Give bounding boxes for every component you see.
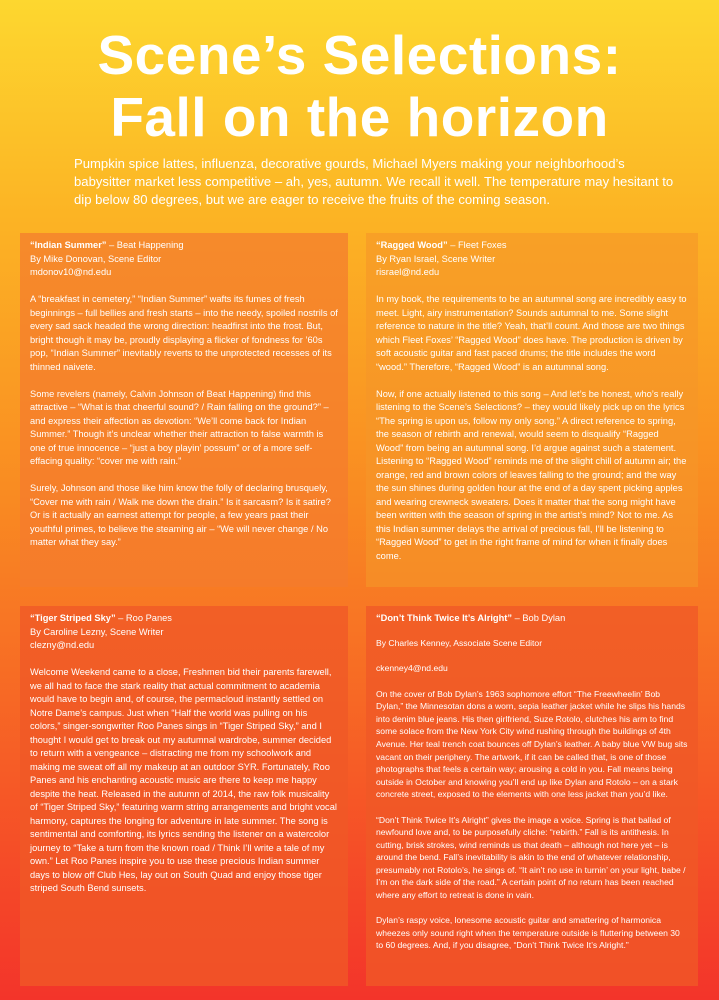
review-card-indian-summer: [20, 233, 348, 587]
byline: By Caroline Lezny, Scene Writer: [30, 626, 164, 637]
review-paragraph: A “breakfast in cemetery,” “Indian Summer” wafts its fumes of fresh beginnings – full bellies and fresh starts – into the needy, spoiled nostrils of every sad sack headed the wrong direction: headfirst into the frost. But, bright though it may be, proudly displaying a flicker of fondness for ’60s pop, “Indian Summer” inevitably reverts to the unprotected recesses of its thinned naivete.: [30, 294, 338, 372]
song-title: “Ragged Wood”: [376, 240, 448, 250]
byline: By Charles Kenney, Associate Scene Editor: [376, 638, 543, 649]
review-paragraph: Now, if one actually listened to this song – And let’s be honest, who’s really listening to the Scene’s Selections? – they would likely pick up on the lyrics “The spring is upon us, follow my only song.” A direct reference to spring, the season of rebirth and renewal, would seem to disqualify “Ragged Wood” from being an autumnal song. I’d argue against such a statement. Listening to “Ragged Wood” reminds me of the slight chill of autumn air; the orange, red and brown colors of leaves falling to the ground; and the way the sun shines during golden hour at the end of a day spent picking apples and wearing crewneck sweaters. Does it matter that the song might have been written with the season of spring in the artist’s mind? Not to me. As this Indian summer delays the arrival of precious fall, I’ll be listening to “Ragged Wood” to get in the right frame of mind for when it finally does come.: [376, 388, 687, 561]
review-heading: [30, 239, 338, 253]
author-email[interactable]: clezny@nd.edu: [30, 640, 95, 650]
byline: By Ryan Israel, Scene Writer: [376, 253, 496, 264]
song-title: “Tiger Striped Sky”: [30, 613, 116, 623]
review-paragraph: In my book, the requirements to be an autumnal song are incredibly easy to meet. Light, airy instrumentation? Sounds autumnal to me. Some slight reference to nature in the title? Yeah, that’ll count. And those are two things which Fleet Foxes’ “Ragged Wood” does have. The production is driven by soft acoustic guitar and fast paced drums; the title includes the word “wood.” Therefore, “Ragged Wood” is an autumnal song.: [376, 294, 687, 372]
title-line-1: Scene’s Selections:: [97, 24, 622, 86]
artist-name: – Bob Dylan: [512, 613, 566, 623]
byline: By Mike Donovan, Scene Editor: [30, 253, 162, 264]
artist-name: – Fleet Foxes: [447, 240, 507, 250]
page-title: [0, 24, 719, 148]
review-paragraph: Surely, Johnson and those like him know the folly of declaring brusquely, “Cover me with rain / Walk me down the drain.” Is it sarcasm? Is it satire? Or is it actually an earnest attempt for people, a few years past their youthful primes, to believe the steaming air – “We will never change / No matter what they say.”: [30, 483, 331, 547]
author-email[interactable]: risrael@nd.edu: [376, 267, 440, 277]
song-title: “Don’t Think Twice It’s Alright”: [376, 613, 513, 623]
review-heading: [376, 612, 688, 625]
review-card-dont-think-twice: [366, 606, 698, 986]
artist-name: – Beat Happening: [106, 240, 184, 250]
review-card-ragged-wood: [366, 233, 698, 587]
song-title: “Indian Summer”: [30, 240, 107, 250]
title-line-2: Fall on the horizon: [110, 86, 609, 148]
review-heading: [30, 612, 338, 626]
review-paragraph: Some revelers (namely, Calvin Johnson of Beat Happening) find this attractive – “What is that cheerful sound? / Rain falling on the ground?” – and express their affection as devotion: “We’ll come back for Indian Summer.” Though it’s unclear whether their attraction to false warmth is one of true innocence – “just a boy playin’ possum” or of a more self-effacing quality: “cover me with rain.”: [30, 388, 329, 466]
intro-paragraph: Pumpkin spice lattes, influenza, decorative gourds, Michael Myers making your neighborhood’s babysitter market less competitive – ah, yes, autumn. We recall it well. The temperature may hesitant to dip below 80 degrees, but we are eager to receive the fruits of the coming season.: [74, 156, 674, 207]
review-paragraph: Dylan’s raspy voice, lonesome acoustic guitar and smattering of harmonica wheezes only sound right when the temperature outside is fluttering between 30 to 60 degrees. And, if you disagree, “Don’t Think Twice It’s Alright.”: [376, 915, 680, 951]
review-paragraph: “Don’t Think Twice It’s Alright” gives the image a voice. Spring is that ballad of newfound love and, to be purposefully cliche: “rebirth.” Fall is its antithesis. In cutting, brisk strokes, wind reminds us that death – although not here yet – is around the bend. Fall’s inevitability is akin to the end of whatever relationship, presumably not Rotolo’s, he sings of. “It ain’t no use in turnin’ on your light, babe / I’m on the dark side of the road.” A certain point of no return has been reached where any effort to retreat is done in vain.: [376, 814, 686, 901]
author-email[interactable]: mdonov10@nd.edu: [30, 267, 112, 277]
review-paragraph: On the cover of Bob Dylan’s 1963 sophomore effort “The Freewheelin’ Bob Dylan,” the Minnesotan dons a worn, sepia leather jacket while he slips his hands into denim blue jeans. His then girlfriend, Suze Rotolo, clutches his arm to find some solace from the New York City wind rushing through the buildings of 4th Avenue. Her teal trench coat bounces off Dylan’s leather. A baby blue VW bug sits vacant on their periphery. The artwork, if it can be called that, is one of those photographs that feels a certain way; arousing a cold in you. Fall means being outside in October and knowing you’ll end up like Dylan and Rotolo – on a stark concrete street, exposed to the elements with one less jacket than you’d like.: [376, 688, 688, 800]
review-card-tiger-striped-sky: [20, 606, 348, 986]
review-paragraph: Welcome Weekend came to a close, Freshmen bid their parents farewell, we all had to face the stark reality that actual commitment to academia would have to begin and, of course, the permacloud instantly settled on Notre Dame’s campus. Just when “Half the world was pulling on his colors,” singer-songwriter Roo Panes sings in “Tiger Striped Sky,” and I thought I would get to break out my autumnal wardrobe, summer decided to return with a vengeance – distracting me from my schoolwork and making me sweat off all my makeup at an outdoor SYR. Fortunately, Roo Panes and his enchanting acoustic music are there to keep me happy despite the heat. Released in the autumn of 2014, the raw folk musicality of “Tiger Striped Sky,” featuring warm string arrangements and bright vocal harmony, captures the longing for adventure in late summer. The song is sentimental and comforting, its lyrics sending the listener on a watercolor journey to “Take a turn from the known road / Think I’ll write a tale of my own.” Let Roo Panes inspire you to use these precious Indian summer days to blow off Club Hes, lay out on South Quad and enjoy those tiger striped South Bend sunsets.: [30, 667, 337, 893]
author-email[interactable]: ckenney4@nd.edu: [376, 663, 448, 674]
artist-name: – Roo Panes: [115, 613, 172, 623]
review-heading: [376, 239, 688, 253]
